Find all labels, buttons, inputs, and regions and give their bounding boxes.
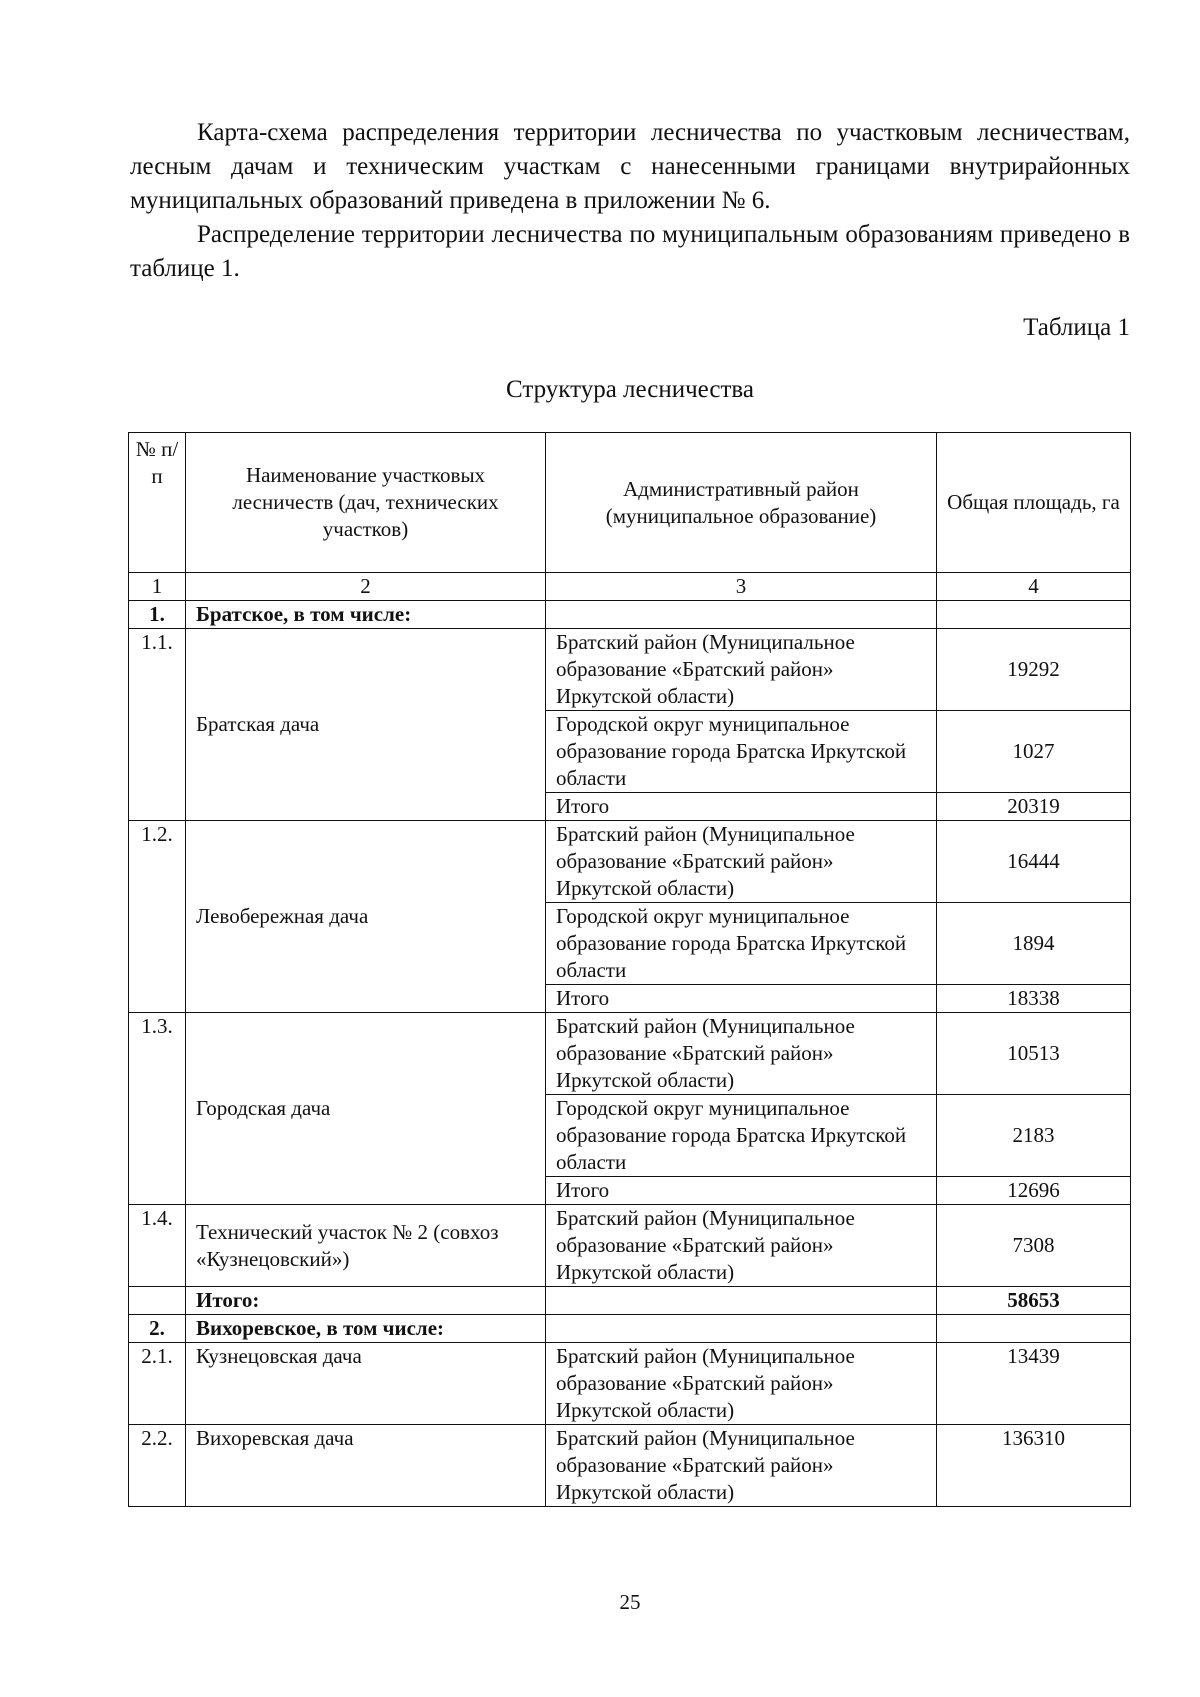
row-area: 1027 [937,711,1131,793]
row-number: 2.2. [129,1425,186,1507]
row-name: Кузнецовская дача [186,1343,546,1425]
table-header-row [129,433,1131,573]
row-total-value: 20319 [937,793,1131,821]
empty-cell [546,1287,937,1315]
empty-cell [129,1287,186,1315]
row-district: Городской округ муниципальное образование города Братска Иркутской области [546,903,937,985]
group-row [129,601,1131,629]
row-area: 19292 [937,629,1131,711]
row-district: Братский район (Муниципальное образование «Братский район» Иркутской области) [546,1343,937,1425]
row-area: 136310 [937,1425,1131,1507]
row-name: Технический участок № 2 (совхоз «Кузнецовский») [186,1205,546,1287]
row-name: Вихоревская дача [186,1425,546,1507]
table-row [129,1343,1131,1425]
row-district: Братский район (Муниципальное образование «Братский район» Иркутской области) [546,821,937,903]
column-number: 1 [129,573,186,601]
row-total-label: Итого [546,793,937,821]
group-total-row [129,1287,1131,1315]
row-district: Городской округ муниципальное образование города Братска Иркутской области [546,711,937,793]
row-district: Братский район (Муниципальное образование «Братский район» Иркутской области) [546,1425,937,1507]
row-total-value: 12696 [937,1177,1131,1205]
row-total-label: Итого [546,1177,937,1205]
row-total-value: 18338 [937,985,1131,1013]
group-name: Братское, в том числе: [186,601,546,629]
row-name: Городская дача [186,1013,546,1205]
row-district: Братский район (Муниципальное образование «Братский район» Иркутской области) [546,1205,937,1287]
column-number: 3 [546,573,937,601]
row-total-label: Итого [546,985,937,1013]
table-row [129,821,1131,903]
table-row [129,1425,1131,1507]
intro-text [130,116,1130,286]
row-number: 1.3. [129,1013,186,1205]
header-district: Административный район (муниципальное образование) [546,433,937,573]
forestry-structure-table [128,432,1131,1507]
group-name: Вихоревское, в том числе: [186,1315,546,1343]
group-total-value: 58653 [937,1287,1131,1315]
column-number-row [129,573,1131,601]
row-number: 2.1. [129,1343,186,1425]
header-name: Наименование участковых лесничеств (дач, технических участков) [186,433,546,573]
group-number: 2. [129,1315,186,1343]
empty-cell [937,1315,1131,1343]
row-name: Братская дача [186,629,546,821]
header-area: Общая площадь, га [937,433,1131,573]
group-row [129,1315,1131,1343]
intro-paragraph-2: Распределение территории лесничества по муниципальным образованиям приведено в таблице 1. [130,221,1130,282]
header-number: № п/п [129,433,186,573]
table-title: Структура лесничества [506,376,754,403]
row-area: 16444 [937,821,1131,903]
group-total-label: Итого: [186,1287,546,1315]
table-label: Таблица 1 [1023,314,1130,341]
row-number: 1.4. [129,1205,186,1287]
group-number: 1. [129,601,186,629]
table-row [129,629,1131,711]
row-area: 10513 [937,1013,1131,1095]
table-row [129,1013,1131,1095]
row-area: 13439 [937,1343,1131,1425]
empty-cell [937,601,1131,629]
row-number: 1.2. [129,821,186,1013]
row-district: Городской округ муниципальное образование города Братска Иркутской области [546,1095,937,1177]
column-number: 2 [186,573,546,601]
column-number: 4 [937,573,1131,601]
empty-cell [546,601,937,629]
row-district: Братский район (Муниципальное образование «Братский район» Иркутской области) [546,629,937,711]
intro-paragraph-1: Карта-схема распределения территории лесничества по участковым лесничествам, лесным дачам и техническим участкам с нанесенными границами внутрирайонных муниципальных образований приведена в приложении № 6. [130,119,1130,214]
row-area: 1894 [937,903,1131,985]
row-area: 7308 [937,1205,1131,1287]
empty-cell [546,1315,937,1343]
page-number: 25 [619,1590,641,1614]
row-name: Левобережная дача [186,821,546,1013]
table-row [129,1205,1131,1287]
row-area: 2183 [937,1095,1131,1177]
row-district: Братский район (Муниципальное образование «Братский район» Иркутской области) [546,1013,937,1095]
row-number: 1.1. [129,629,186,821]
